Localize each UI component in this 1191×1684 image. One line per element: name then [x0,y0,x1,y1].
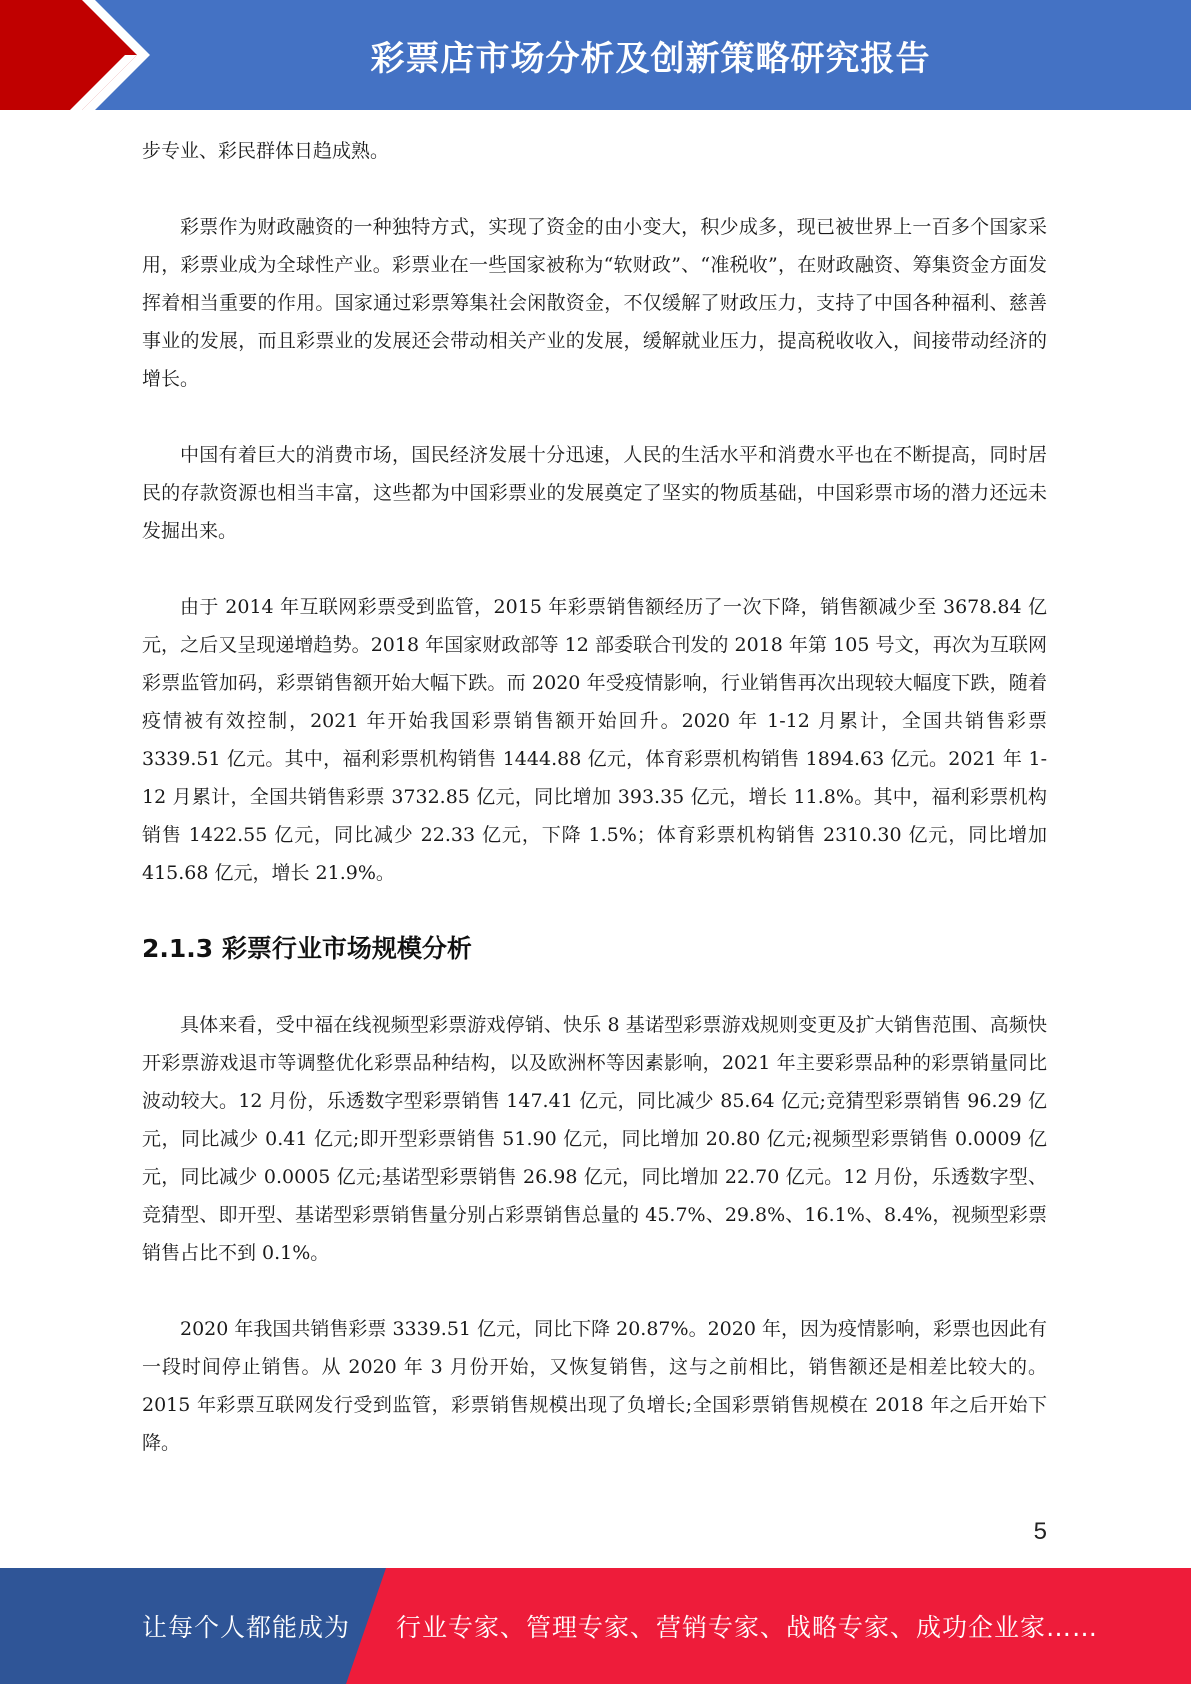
header-chevron-graphic [0,0,160,110]
paragraph-china-market: 中国有着巨大的消费市场，国民经济发展十分迅速，人民的生活水平和消费水平也在不断提高，同时居民的存款资源也相当丰富，这些都为中国彩票业的发展奠定了坚实的物质基础，中国彩票市场的潜力还远未发掘出来。 [142,444,1047,542]
page-header [0,0,1191,110]
paragraph-2020-sales: 2020 年我国共销售彩票 3339.51 亿元，同比下降 20.87%。2020 年，因为疫情影响，彩票也因此有一段时间停止销售。从 2020 年 3 月份开始，又恢复销售，这与之前相比，销售额还是相差比较大的。2015 年彩票互联网发行受到监管，彩票销售规模出现了负增长;全国彩票销售规模在 2018 年之后开始下降。 [142,1318,1047,1454]
footer-slogan-left: 让每个人都能成为 [142,1613,351,1642]
report-title: 彩票店市场分析及创新策略研究报告 [370,38,931,79]
page-footer [0,1568,1191,1684]
document-body [142,132,1047,1462]
paragraph-continued: 步专业、彩民群体日趋成熟。 [142,140,390,162]
footer-slogan-right: 行业专家、管理专家、营销专家、战略专家、成功企业家…… [396,1613,1099,1642]
section-heading: 2.1.3 彩票行业市场规模分析 [142,934,472,963]
paragraph-lottery-finance: 彩票作为财政融资的一种独特方式，实现了资金的由小变大，积少成多，现已被世界上一百多个国家采用，彩票业成为全球性产业。彩票业在一些国家被称为“软财政”、“准税收”，在财政融资、筹集资金方面发挥着相当重要的作用。国家通过彩票筹集社会闲散资金，不仅缓解了财政压力，支持了中国各种福利、慈善事业的发展，而且彩票业的发展还会带动相关产业的发展，缓解就业压力，提高税收收入，间接带动经济的增长。 [142,216,1047,390]
paragraph-sales-history: 由于 2014 年互联网彩票受到监管，2015 年彩票销售额经历了一次下降，销售额减少至 3678.84 亿元，之后又呈现递增趋势。2018 年国家财政部等 12 部委联合刊发的 2018 年第 105 号文，再次为互联网彩票监管加码，彩票销售额开始大幅下跌。而 2020 年受疫情影响，行业销售再次出现较大幅度下跌，随着疫情被有效控制，2021 年开始我国彩票销售额开始回升。2020 年 1-12 月累计，全国共销售彩票 3339.51 亿元。其中，福利彩票机构销售 1444.88 亿元，体育彩票机构销售 1894.63 亿元。2021 年 1-12 月累计，全国共销售彩票 3732.85 亿元，同比增加 393.35 亿元，增长 11.8%。其中，福利彩票机构销售 1422.55 亿元，同比减少 22.33 亿元，下降 1.5%；体育彩票机构销售 2310.30 亿元，同比增加 415.68 亿元，增长 21.9%。 [142,596,1047,884]
page-number: 5 [1033,1518,1047,1545]
paragraph-product-breakdown: 具体来看，受中福在线视频型彩票游戏停销、快乐 8 基诺型彩票游戏规则变更及扩大销售范围、高频快开彩票游戏退市等调整优化彩票品种结构，以及欧洲杯等因素影响，2021 年主要彩票品种的彩票销量同比波动较大。12 月份，乐透数字型彩票销售 147.41 亿元，同比减少 85.64 亿元;竞猜型彩票销售 96.29 亿元，同比减少 0.41 亿元;即开型彩票销售 51.90 亿元，同比增加 20.80 亿元;视频型彩票销售 0.0009 亿元，同比减少 0.0005 亿元;基诺型彩票销售 26.98 亿元，同比增加 22.70 亿元。12 月份，乐透数字型、竞猜型、即开型、基诺型彩票销售量分别占彩票销售总量的 45.7%、29.8%、16.1%、8.4%，视频型彩票销售占比不到 0.1%。 [142,1014,1047,1264]
